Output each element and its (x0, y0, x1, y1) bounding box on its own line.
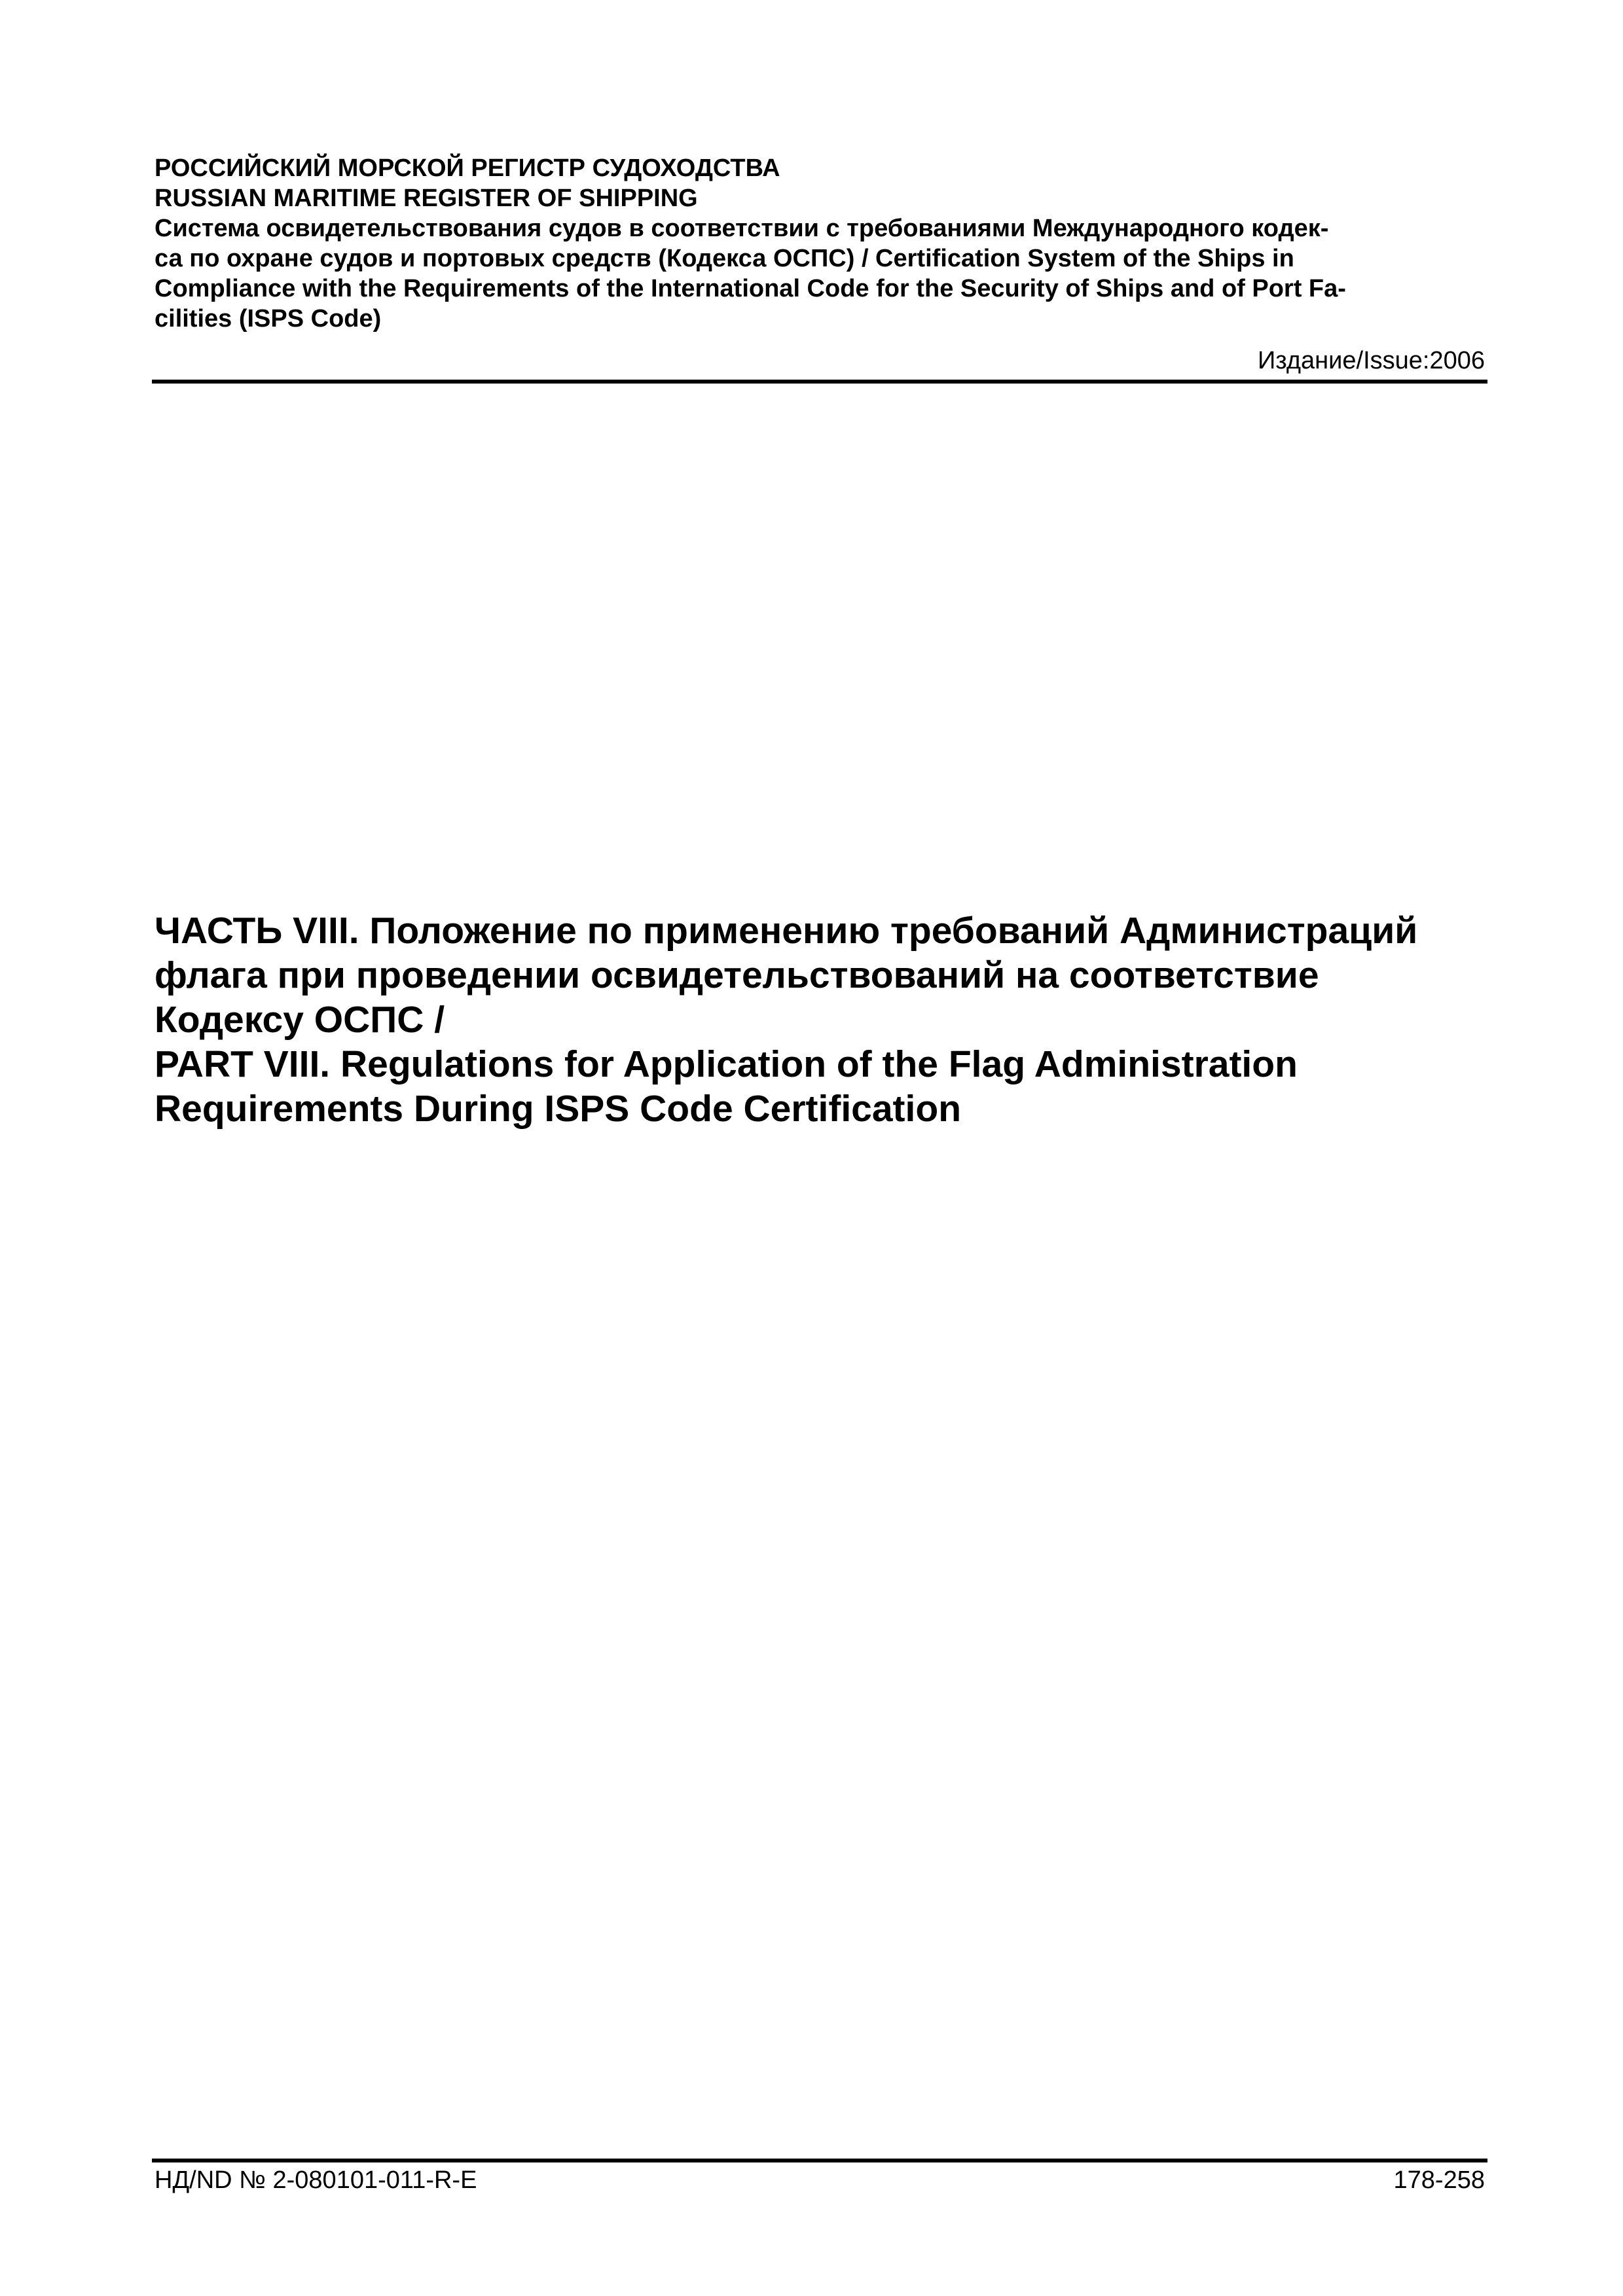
page-number: 178-258 (1393, 2166, 1485, 2194)
system-subtitle-line-4: cilities (ISPS Code) (155, 305, 382, 332)
system-subtitle-line-2: са по охране судов и портовых средств (Кодекса ОСПС) / Certification System of the Ships in (155, 245, 1294, 272)
part-title (155, 908, 1485, 1131)
system-subtitle-line-1: Система освидетельствования судов в соответствии с требованиями Международного кодек- (155, 215, 1329, 242)
part-title-line-4: PART VIII. Regulations for Application of the Flag Administration (155, 1043, 1298, 1085)
document-header (155, 153, 1485, 334)
header-divider (152, 380, 1487, 384)
issue-label: Издание/Issue:2006 (1257, 347, 1485, 374)
organization-name-ru: РОССИЙСКИЙ МОРСКОЙ РЕГИСТР СУДОХОДСТВА (155, 154, 780, 182)
footer-divider (152, 2159, 1487, 2162)
part-title-line-3: Кодексу ОСПС / (155, 999, 445, 1041)
system-subtitle-line-3: Compliance with the Requirements of the International Code for the Security of Ships and of Port Fa- (155, 275, 1346, 302)
part-title-line-1: ЧАСТЬ VIII. Положение по применению требований Администраций (155, 910, 1418, 952)
part-title-line-5: Requirements During ISPS Code Certification (155, 1088, 962, 1130)
part-title-line-2: флага при проведении освидетельствований на соответствие (155, 954, 1319, 996)
document-number: НД/ND № 2-080101-011-R-E (155, 2166, 477, 2194)
organization-name-en: RUSSIAN MARITIME REGISTER OF SHIPPING (155, 185, 698, 212)
